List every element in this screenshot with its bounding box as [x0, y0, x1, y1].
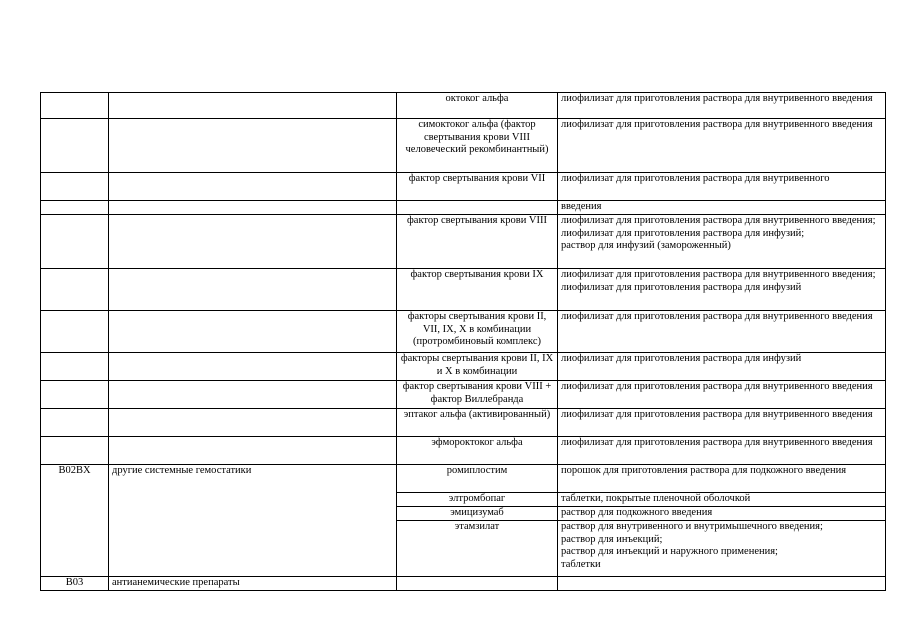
dosage-form-text: лиофилизат для приготовления раствора для внутривенного введения: [561, 93, 873, 104]
dosage-form-text: введения: [561, 201, 602, 212]
atc-code-cell: [41, 311, 109, 353]
dosage-forms-cell: [558, 409, 886, 437]
atc-code-cell: [41, 93, 109, 119]
dosage-form-text: раствор для подкожного введения: [561, 507, 713, 518]
dosage-form-text: лиофилизат для приготовления раствора для инфузий;: [561, 227, 805, 239]
table-row: [41, 409, 886, 437]
dosage-form-text: лиофилизат для приготовления раствора для инфузий: [561, 281, 802, 293]
atc-code-cell: [41, 269, 109, 311]
dosage-form-text: лиофилизат для приготовления раствора для внутривенного введения: [561, 119, 873, 130]
table-row: [41, 577, 886, 591]
dosage-forms-cell: [558, 507, 886, 521]
atc-code-cell: [41, 201, 109, 215]
dosage-form-text: лиофилизат для приготовления раствора для внутривенного: [561, 173, 830, 184]
table-row: [41, 353, 886, 381]
table-row: [41, 215, 886, 269]
drug-name-cell: элтромбопаг: [397, 493, 558, 507]
atc-code-cell: [41, 353, 109, 381]
table-row: [41, 311, 886, 353]
dosage-form-text: лиофилизат для приготовления раствора для внутривенного введения;: [561, 269, 876, 280]
dosage-forms-cell: [558, 465, 886, 493]
drug-name-cell: фактор свертывания крови VIII: [397, 215, 558, 269]
table-row: [41, 269, 886, 311]
dosage-form-text: раствор для внутривенного и внутримышечного введения;: [561, 521, 823, 532]
table-body: [41, 93, 886, 591]
drug-name-cell: эмицизумаб: [397, 507, 558, 521]
dosage-form-text: лиофилизат для приготовления раствора для внутривенного введения;: [561, 215, 876, 226]
drug-name-cell: фактор свертывания крови VII: [397, 173, 558, 201]
atc-code-cell: [41, 215, 109, 269]
atc-group-cell: [109, 409, 397, 437]
drug-name-cell: этамзилат: [397, 521, 558, 577]
atc-code-cell: [41, 409, 109, 437]
atc-group-cell: [109, 437, 397, 465]
dosage-forms-cell: [558, 119, 886, 173]
dosage-form-text: порошок для приготовления раствора для подкожного введения: [561, 465, 847, 476]
dosage-form-text: раствор для инфузий (замороженный): [561, 240, 731, 252]
dosage-forms-cell: [558, 173, 886, 201]
drug-list-table: [40, 92, 886, 591]
atc-group-cell: [109, 269, 397, 311]
table-row: [41, 437, 886, 465]
table-row: [41, 381, 886, 409]
drug-name-cell: эфмороктоког альфа: [397, 437, 558, 465]
drug-name-cell: [397, 201, 558, 215]
atc-group-cell: [109, 311, 397, 353]
dosage-forms-cell: [558, 493, 886, 507]
dosage-forms-cell: [558, 353, 886, 381]
atc-code-cell: B02BX: [41, 465, 109, 577]
atc-code-cell: [41, 173, 109, 201]
table-row: [41, 465, 886, 493]
dosage-forms-cell: [558, 577, 886, 591]
dosage-form-text: раствор для инъекций и наружного применения;: [561, 546, 778, 558]
dosage-form-text: лиофилизат для приготовления раствора для внутривенного введения: [561, 311, 873, 322]
atc-group-cell: [109, 93, 397, 119]
atc-code-cell: [41, 381, 109, 409]
dosage-forms-cell: [558, 521, 886, 577]
drug-name-cell: октоког альфа: [397, 93, 558, 119]
atc-group-cell: [109, 119, 397, 173]
dosage-form-text: лиофилизат для приготовления раствора для внутривенного введения: [561, 381, 873, 392]
dosage-form-text: таблетки: [561, 558, 601, 570]
dosage-forms-cell: [558, 93, 886, 119]
drug-name-cell: факторы свертывания крови II, IX и X в комбинации: [397, 353, 558, 381]
drug-name-cell: эптаког альфа (активированный): [397, 409, 558, 437]
dosage-forms-cell: [558, 437, 886, 465]
table-row: [41, 201, 886, 215]
dosage-forms-cell: [558, 269, 886, 311]
dosage-forms-cell: [558, 201, 886, 215]
atc-group-cell: антианемические препараты: [109, 577, 397, 591]
atc-code-cell: [41, 437, 109, 465]
table-row: [41, 173, 886, 201]
drug-name-cell: [397, 577, 558, 591]
atc-group-cell: [109, 353, 397, 381]
table-row: [41, 119, 886, 173]
drug-name-cell: симоктоког альфа (фактор свертывания крови VIII человеческий рекомбинантный): [397, 119, 558, 173]
dosage-forms-cell: [558, 215, 886, 269]
drug-name-cell: ромиплостим: [397, 465, 558, 493]
atc-group-cell: [109, 215, 397, 269]
table-row: [41, 93, 886, 119]
drug-name-cell: фактор свертывания крови VIII + фактор Виллебранда: [397, 381, 558, 409]
atc-group-cell: [109, 381, 397, 409]
atc-group-cell: другие системные гемостатики: [109, 465, 397, 577]
dosage-form-text: лиофилизат для приготовления раствора для внутривенного введения: [561, 409, 873, 420]
drug-name-cell: фактор свертывания крови IX: [397, 269, 558, 311]
dosage-forms-cell: [558, 311, 886, 353]
atc-code-cell: B03: [41, 577, 109, 591]
atc-group-cell: [109, 173, 397, 201]
dosage-form-text: раствор для инъекций;: [561, 533, 663, 545]
dosage-form-text: лиофилизат для приготовления раствора для инфузий: [561, 353, 802, 364]
drug-name-cell: факторы свертывания крови II, VII, IX, X в комбинации (протромбиновый комплекс): [397, 311, 558, 353]
atc-group-cell: [109, 201, 397, 215]
atc-code-cell: [41, 119, 109, 173]
dosage-form-text: лиофилизат для приготовления раствора для внутривенного введения: [561, 437, 873, 448]
dosage-form-text: таблетки, покрытые пленочной оболочкой: [561, 493, 751, 504]
dosage-forms-cell: [558, 381, 886, 409]
